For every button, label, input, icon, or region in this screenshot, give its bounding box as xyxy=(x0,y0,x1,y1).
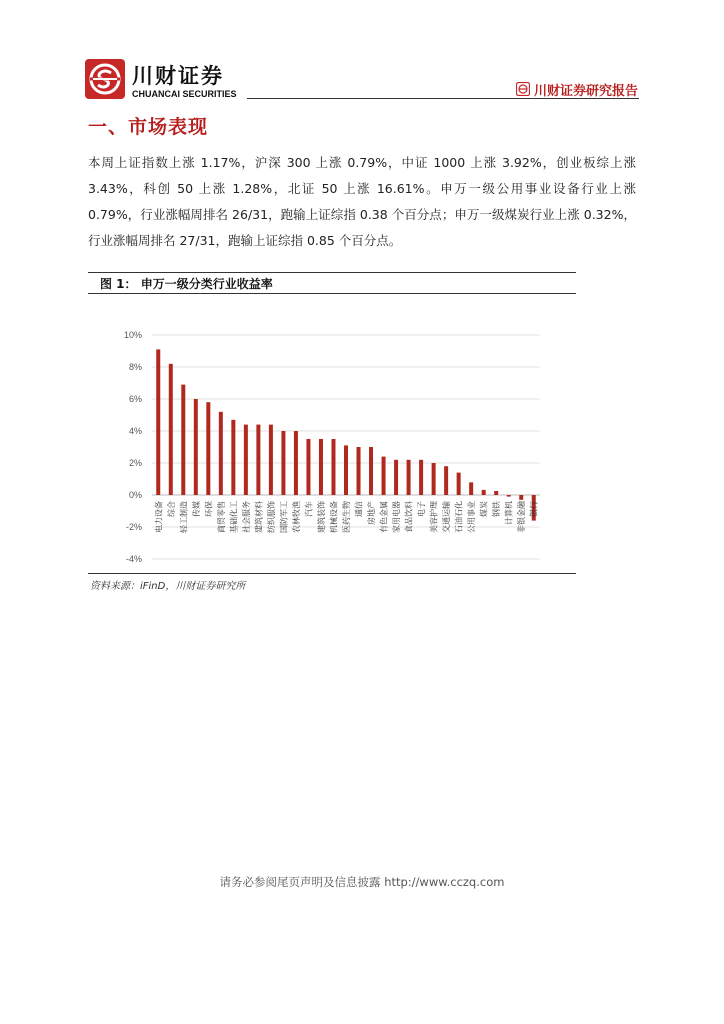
bar xyxy=(331,439,335,495)
x-category-label: 建筑装饰 xyxy=(316,501,326,533)
x-category-label: 传媒 xyxy=(191,501,201,517)
y-tick-label: -2% xyxy=(125,522,142,532)
x-category-label: 有色金属 xyxy=(379,501,389,533)
bar xyxy=(444,466,448,495)
figure-title-bar xyxy=(88,272,576,294)
bar xyxy=(269,425,273,495)
page-footer: 请务必参阅尾页声明及信息披露 http://www.cczq.com xyxy=(219,875,505,889)
x-category-label: 汽车 xyxy=(304,501,314,517)
x-category-label: 综合 xyxy=(166,501,176,517)
bar xyxy=(469,482,473,495)
bar xyxy=(457,473,461,495)
bar xyxy=(382,457,386,495)
x-category-label: 环保 xyxy=(204,501,214,517)
bar xyxy=(519,495,523,500)
bar xyxy=(194,399,198,495)
report-label xyxy=(516,80,638,98)
x-category-label: 煤炭 xyxy=(479,501,489,517)
figure-bottom-divider xyxy=(88,573,576,574)
x-category-label: 基础化工 xyxy=(229,501,239,533)
y-tick-label: -4% xyxy=(125,554,142,564)
body-paragraph: 本周上证指数上涨 1.17%，沪深 300 上涨 0.79%，中证 1000 上涨 3.92%，创业板综上涨 3.43%，科创 50 上涨 1.28%，北证 50 上涨 16.61%。申万一级公用事业设备行业上涨 0.79%，行业涨幅周排名 26/31，跑输上证综指 0.38 个百分点；申万一级煤炭行业上涨 0.32%，行业涨幅周排名 27/31，跑输上证综指 0.85 个百分点。 xyxy=(88,155,636,248)
x-category-label: 钢铁 xyxy=(492,501,502,517)
x-category-label: 家用电器 xyxy=(392,501,402,533)
bar xyxy=(482,490,486,495)
y-tick-label: 8% xyxy=(128,362,142,372)
x-category-label: 房地产 xyxy=(367,501,377,525)
bar xyxy=(432,463,436,495)
bar xyxy=(281,431,285,495)
bar xyxy=(357,447,361,495)
bar xyxy=(206,402,210,495)
bar xyxy=(256,425,260,495)
bar xyxy=(244,425,248,495)
report-label-text: 川财证券研究报告 xyxy=(533,83,638,99)
company-logo xyxy=(84,58,244,102)
bar xyxy=(394,460,398,495)
x-category-label: 电力设备 xyxy=(154,501,164,533)
industry-return-bar-chart xyxy=(88,293,576,573)
y-tick-label: 2% xyxy=(128,458,142,468)
logo-english-name: CHUANCAI SECURITIES xyxy=(132,89,237,99)
x-category-label: 商贸零售 xyxy=(216,501,226,533)
y-tick-label: 6% xyxy=(128,394,142,404)
x-category-label: 纺织服饰 xyxy=(266,501,276,533)
x-category-label: 建筑材料 xyxy=(254,501,264,533)
bar xyxy=(494,491,498,495)
bar xyxy=(407,460,411,495)
x-category-label: 计算机 xyxy=(504,501,514,525)
x-category-label: 农林牧渔 xyxy=(291,501,301,533)
logo-chinese-name: 川财证券 xyxy=(132,64,224,88)
x-category-label: 银行 xyxy=(529,501,539,517)
x-category-label: 社会服务 xyxy=(241,501,251,533)
y-tick-label: 4% xyxy=(128,426,142,436)
x-category-label: 交通运输 xyxy=(442,501,452,533)
x-category-label: 石油石化 xyxy=(454,501,464,533)
x-category-label: 公用事业 xyxy=(467,501,477,533)
x-category-label: 非银金融 xyxy=(517,501,527,533)
bar xyxy=(156,349,160,495)
bar xyxy=(419,460,423,495)
bar xyxy=(306,439,310,495)
y-tick-label: 0% xyxy=(128,490,142,500)
chuancai-logo-icon xyxy=(84,58,126,100)
bar xyxy=(507,495,511,497)
mini-logo-icon xyxy=(516,82,530,96)
bar xyxy=(344,445,348,495)
chart-container xyxy=(88,293,576,573)
x-category-label: 通信 xyxy=(354,501,364,517)
x-category-label: 食品饮料 xyxy=(404,501,414,533)
bar xyxy=(369,447,373,495)
figure-title: 图 1： 申万一级分类行业收益率 xyxy=(100,277,273,291)
x-category-label: 轻工制造 xyxy=(179,501,189,533)
bar xyxy=(319,439,323,495)
y-tick-label: 10% xyxy=(123,330,142,340)
x-category-label: 机械设备 xyxy=(329,501,339,533)
bar xyxy=(294,431,298,495)
x-category-label: 美容护理 xyxy=(429,501,439,533)
bar xyxy=(219,412,223,495)
figure-source: 资料来源：iFinD，川财证券研究所 xyxy=(90,581,246,592)
section-title: 一、市场表现 xyxy=(88,116,209,138)
x-category-label: 电子 xyxy=(417,501,427,517)
x-category-label: 医药生物 xyxy=(342,501,351,533)
x-category-label: 国防军工 xyxy=(279,501,289,533)
bar xyxy=(181,385,185,495)
bar xyxy=(231,420,235,495)
bar xyxy=(169,364,173,495)
